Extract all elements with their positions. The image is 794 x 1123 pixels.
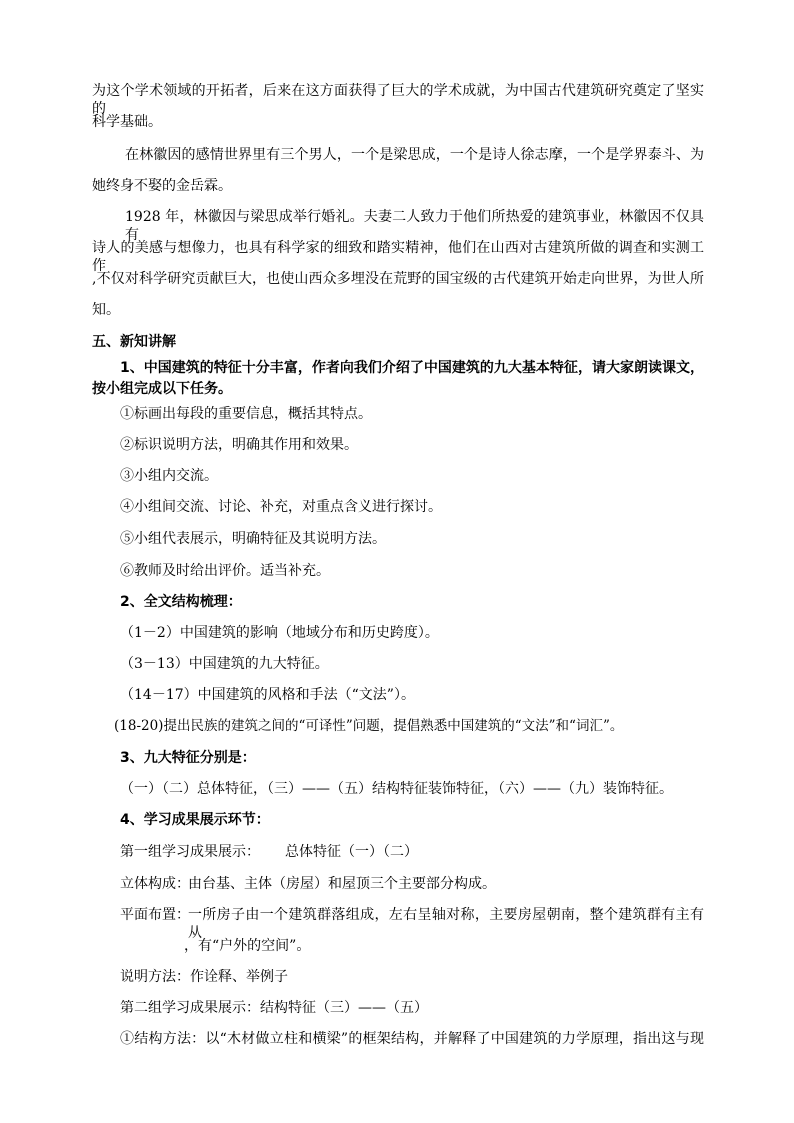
paragraph-line: 1928 年，林徽因与梁思成举行婚礼。夫妻二人致力于他们所热爱的建筑事业，林徽因不仅具有 — [125, 209, 704, 243]
paragraph-line: 为这个学术领域的开拓者，后来在这方面获得了巨大的学术成就，为中国古代建筑研究奠定了坚实的 — [92, 83, 704, 117]
group1-value: 总体特征（一）（二） — [285, 844, 418, 860]
task-item: ②标识说明方法，明确其作用和效果。 — [120, 437, 358, 453]
paragraph-line: 她终身不娶的金岳霖。 — [92, 178, 232, 194]
pm-value: 一所房子由一个建筑群落组成，左右呈轴对称，主要房屋朝南，整个建筑群有主有从 — [188, 907, 704, 941]
question-heading: 3、九大特征分别是： — [120, 750, 256, 766]
structure-item: (18-20)提出民族的建筑之间的“可译性”问题，提倡熟悉中国建筑的“文法”和“词汇”。 — [114, 718, 624, 734]
group2-line: 第二组学习成果展示：结构特征（三）——（五） — [120, 1000, 428, 1016]
structure-item: （1－2）中国建筑的影响（地域分布和历史跨度）。 — [120, 625, 439, 641]
paragraph-line: 知。 — [92, 302, 120, 318]
paragraph-line: 在林徽因的感情世界里有三个男人，一个是梁思成，一个是诗人徐志摩，一个是学界泰斗、为 — [125, 147, 704, 163]
group1-label: 第一组学习成果展示： — [120, 844, 260, 860]
method-line: 说明方法：作诠释、举例子 — [120, 969, 288, 985]
pm-label: 平面布置： — [120, 907, 190, 923]
task-item: ③小组内交流。 — [120, 468, 218, 484]
lt-value: 由台基、主体（房屋）和屋顶三个主要部分构成。 — [188, 876, 496, 892]
paragraph-line: 诗人的美感与想像力，也具有科学家的细致和踏实精神，他们在山西对古建筑所做的调查和实测工作 — [92, 240, 704, 274]
question-heading: 1、中国建筑的特征十分丰富，作者向我们介绍了中国建筑的九大基本特征，请大家朗读课文， — [120, 360, 704, 376]
structure-item: （14－17）中国建筑的风格和手法（“文法”）。 — [120, 687, 415, 703]
structure-method-line: ①结构方法：以“木材做立柱和横梁”的框架结构，并解释了中国建筑的力学原理，指出这与现 — [120, 1031, 704, 1047]
structure-item: （3－13）中国建筑的九大特征。 — [120, 656, 329, 672]
task-item: ④小组间交流、讨论、补充，对重点含义进行探讨。 — [120, 499, 442, 515]
question-heading: 2、全文结构梳理： — [120, 594, 242, 610]
task-item: ⑥教师及时给出评价。适当补充。 — [120, 563, 330, 579]
paragraph-line: 科学基础。 — [92, 114, 162, 130]
question-heading: 4、学习成果展示环节： — [120, 812, 270, 828]
pm-value: ，有“户外的空间”。 — [184, 938, 311, 954]
question-heading: 按小组完成以下任务。 — [92, 381, 232, 397]
task-item: ⑤小组代表展示，明确特征及其说明方法。 — [120, 531, 386, 547]
features-line: （一）（二）总体特征，（三）——（五）结构特征装饰特征，（六）——（九）装饰特征。 — [120, 781, 673, 797]
section-heading: 五、新知讲解 — [92, 334, 176, 350]
task-item: ①标画出每段的重要信息，概括其特点。 — [120, 406, 372, 422]
lt-label: 立体构成： — [120, 876, 190, 892]
paragraph-line: ,不仅对科学研究贡献巨大，也使山西众多埋没在荒野的国宝级的古代建筑开始走向世界，为世人所 — [92, 271, 704, 287]
